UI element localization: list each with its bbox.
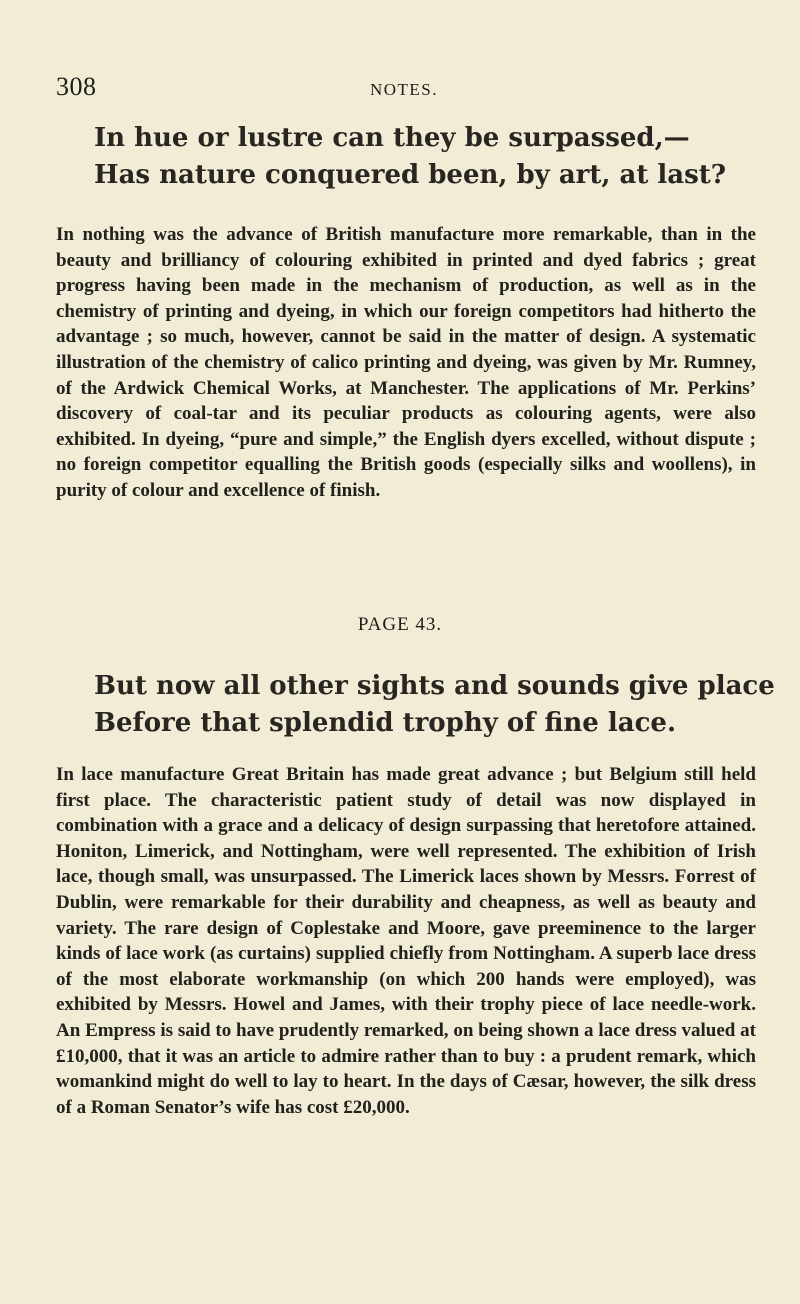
verse-line: Has nature conquered been, by art, at last? <box>94 160 727 190</box>
running-title: NOTES. <box>369 80 439 99</box>
verse-quotation-1 <box>94 120 774 194</box>
verse-line: But now all other sights and sounds give place <box>94 671 775 701</box>
running-head <box>56 72 752 106</box>
paragraph-lace: In lace manufacture Great Britain has made great advance ; but Belgium still held first place. The characteristic patient study of detail was now displayed in combination with a grace and a delicacy of design surpassing that heretofore attained. Honiton, Limerick, and Nottingham, were well represented. The exhibition of Irish lace, though small, was unsurpassed. The Limerick laces shown by Messrs. Forrest of Dublin, were remarkable for their durability and cheapness, as well as beauty and variety. The rare design of Coplestake and Moore, gave preeminence to the larger kinds of lace work (as curtains) supplied chiefly from Nottingham. A superb lace dress of the most elaborate workmanship (on which 200 hands were employed), was exhibited by Messrs. Howel and James, with their trophy piece of lace needle-work. An Empress is said to have prudently remarked, on being shown a lace dress valued at £10,000, that it was an article to admire rather than to buy : a prudent remark, which womankind might do well to lay to heart. In the days of Cæsar, however, the silk dress of a Roman Senator’s wife has cost £20,000. <box>56 764 756 1118</box>
section-heading: PAGE 43. <box>357 614 443 635</box>
verse-line: In hue or lustre can they be surpassed,— <box>94 123 690 153</box>
paragraph-dyeing: In nothing was the advance of British manufacture more remarkable, than in the beauty and brilliancy of colouring exhibited in printed and dyed fabrics ; great progress having been made in the mechanism of production, as well as in the chemistry of printing and dyeing, in which our foreign competitors had hitherto the advantage ; so much, however, cannot be said in the matter of design. A systematic illustration of the chemistry of calico printing and dyeing, was given by Mr. Rumney, of the Ardwick Chemical Works, at Manchester. The applications of Mr. Perkins’ discovery of coal-tar and its peculiar products as colouring agents, were also exhibited. In dyeing, “pure and simple,” the English dyers excelled, without dispute ; no foreign competitor equalling the British goods (especially silks and woollens), in purity of colour and excellence of finish. <box>56 224 756 501</box>
page-number: 308 <box>56 72 97 101</box>
verse-line: Before that splendid trophy of fine lace. <box>94 708 677 738</box>
verse-quotation-2 <box>94 668 774 742</box>
